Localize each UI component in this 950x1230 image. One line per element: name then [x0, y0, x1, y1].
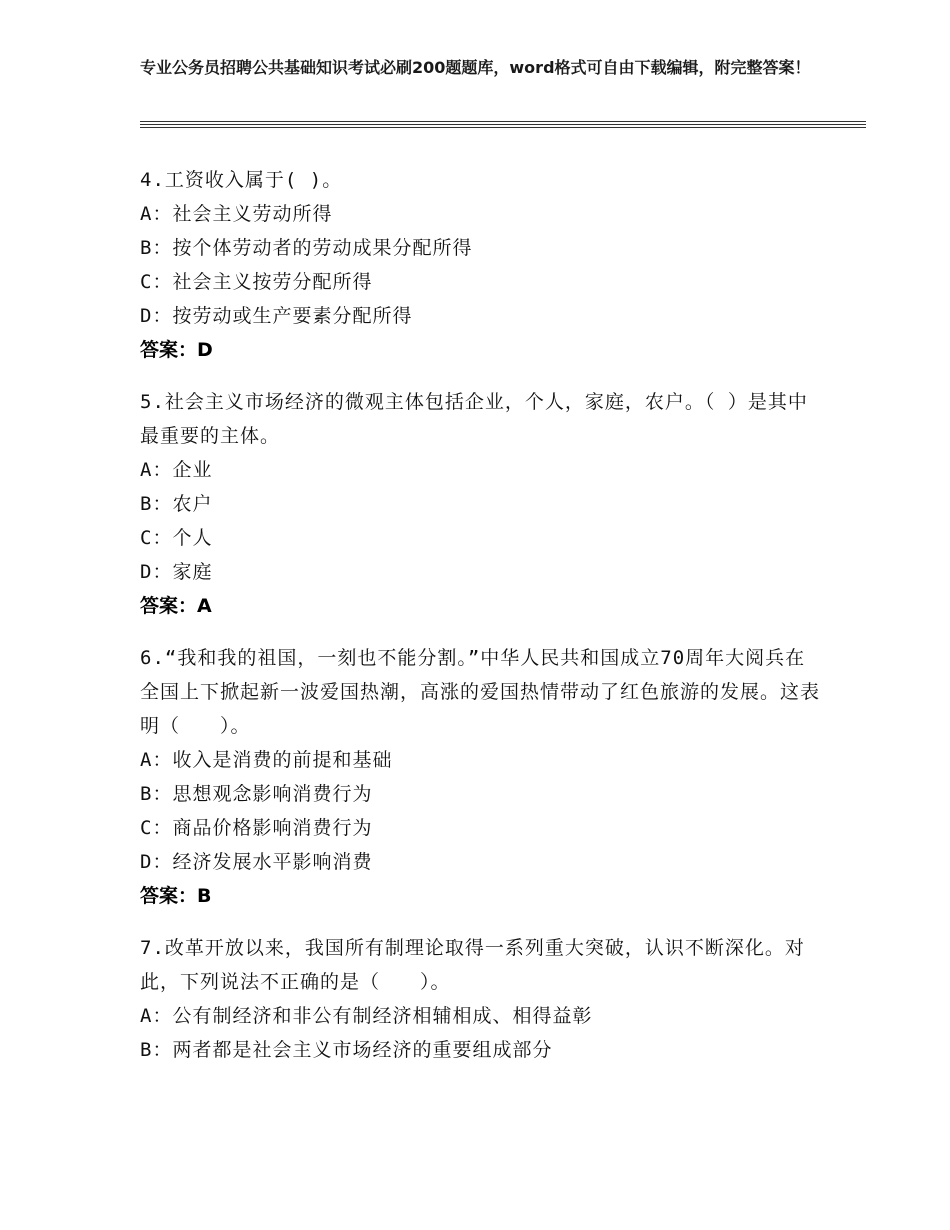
- question-text: 4.工资收入属于( )。: [140, 169, 343, 191]
- question-text: 5.社会主义市场经济的微观主体包括企业，个人，家庭，农户。（ ）是其中最重要的主体。: [140, 391, 808, 447]
- question-7: [140, 931, 820, 1067]
- option-d: D：经济发展水平影响消费: [140, 851, 373, 873]
- question-4: [140, 163, 820, 367]
- option-b: B：农户: [140, 493, 213, 515]
- option-a: A：收入是消费的前提和基础: [140, 749, 393, 771]
- answer-label: 答案：D: [140, 339, 213, 361]
- option-a: A：社会主义劳动所得: [140, 203, 333, 225]
- question-5: [140, 385, 820, 623]
- option-b: B：思想观念影响消费行为: [140, 783, 373, 805]
- header-rule-top: [140, 121, 866, 122]
- question-6: [140, 641, 820, 913]
- header-rule-bottom: [140, 127, 866, 128]
- option-d: D：家庭: [140, 561, 213, 583]
- question-text: 7.改革开放以来，我国所有制理论取得一系列重大突破，认识不断深化。对此，下列说法不正确的是（ ）。: [140, 937, 805, 993]
- option-c: C：社会主义按劳分配所得: [140, 271, 373, 293]
- option-c: C：个人: [140, 527, 213, 549]
- question-list: [140, 163, 820, 1085]
- option-d: D：按劳动或生产要素分配所得: [140, 305, 413, 327]
- option-a: A：公有制经济和非公有制经济相辅相成、相得益彰: [140, 1005, 593, 1027]
- option-c: C：商品价格影响消费行为: [140, 817, 373, 839]
- option-b: B：两者都是社会主义市场经济的重要组成部分: [140, 1039, 553, 1061]
- header-rule-middle: [140, 124, 866, 125]
- document-header: 专业公务员招聘公共基础知识考试必刷200题题库，word格式可自由下载编辑，附完整答案！: [140, 58, 811, 77]
- answer-label: 答案：B: [140, 885, 212, 907]
- answer-label: 答案：A: [140, 595, 212, 617]
- option-b: B：按个体劳动者的劳动成果分配所得: [140, 237, 473, 259]
- option-a: A：企业: [140, 459, 213, 481]
- question-text: 6.“我和我的祖国，一刻也不能分割。”中华人民共和国成立70周年大阅兵在全国上下掀起新一波爱国热潮，高涨的爱国热情带动了红色旅游的发展。这表明（ ）。: [140, 647, 821, 737]
